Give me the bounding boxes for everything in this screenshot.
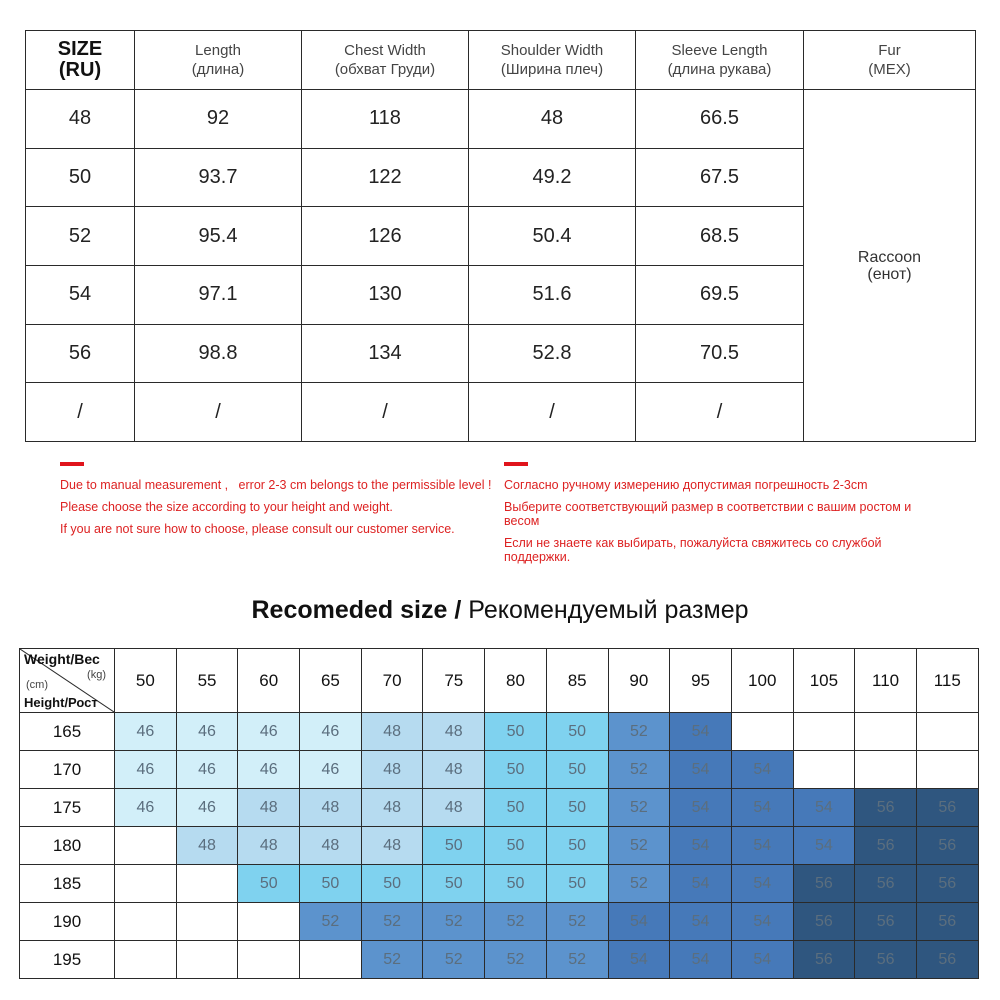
size-cell: 54 [731,827,793,865]
height-header: 190 [20,903,115,941]
size-cell: 54 [731,789,793,827]
note-text: Если не знаете как выбирать, пожалуйста свяжитесь со службой поддержки. [504,536,882,564]
size-cell: 50 [546,827,608,865]
size-cell: 52 [361,903,423,941]
recommended-size-title [0,596,1000,625]
header-sublabel: (MEX) [868,61,911,78]
size-cell [115,903,177,941]
size-cell: 52 [485,903,547,941]
column-header [469,31,636,90]
size-cell [793,713,855,751]
table-cell: / [302,383,469,442]
size-cell: 54 [670,827,732,865]
note-text: Выберите соответствующий размер в соответствии с вашим ростом и весом [504,500,912,528]
weight-header: 115 [916,649,978,713]
size-cell: 54 [731,751,793,789]
size-cell: 52 [546,903,608,941]
table-cell: 50.4 [469,207,636,266]
size-cell: 48 [361,827,423,865]
size-cell: 54 [793,789,855,827]
table-cell: 50 [26,148,135,207]
size-cell: 54 [731,903,793,941]
column-header [135,31,302,90]
weight-height-corner [20,649,115,713]
recommended-size-table [19,648,979,979]
height-header: 180 [20,827,115,865]
size-cell: 56 [916,865,978,903]
height-row [20,789,979,827]
size-cell: 50 [485,751,547,789]
weight-header: 70 [361,649,423,713]
header-label: Sleeve Length [671,42,768,59]
size-cell [115,827,177,865]
size-cell: 50 [546,751,608,789]
title-bold: Recomeded size / [251,596,462,624]
size-cell: 46 [115,789,177,827]
size-cell: 46 [238,713,300,751]
table-cell: 52 [26,207,135,266]
size-cell [916,751,978,789]
size-cell: 48 [361,713,423,751]
height-row [20,865,979,903]
size-cell [855,713,917,751]
size-cell: 48 [361,789,423,827]
size-cell: 56 [793,865,855,903]
weight-header: 50 [115,649,177,713]
weight-header: 60 [238,649,300,713]
size-cell: 46 [115,713,177,751]
column-header [636,31,804,90]
header-label: SIZE [57,38,103,60]
table-cell: 134 [302,324,469,383]
size-cell: 46 [300,751,362,789]
size-cell [176,865,238,903]
size-cell: 48 [238,789,300,827]
table-cell: 68.5 [636,207,804,266]
table-cell: 67.5 [636,148,804,207]
header-label: Chest Width [344,42,426,59]
note-text: If you are not sure how to choose, please consult our customer service. [60,522,455,536]
size-cell [731,713,793,751]
size-cell: 54 [731,941,793,979]
size-cell: 50 [485,865,547,903]
size-chart-table [25,30,976,442]
size-cell: 50 [546,713,608,751]
size-cell: 52 [300,903,362,941]
table-cell: / [26,383,135,442]
size-cell: 50 [485,713,547,751]
size-cell: 56 [916,903,978,941]
size-cell: 54 [731,865,793,903]
size-cell: 54 [670,751,732,789]
fur-label: Raccoon [857,248,922,266]
table-cell: 69.5 [636,265,804,324]
size-cell: 52 [423,941,485,979]
size-cell: 50 [300,865,362,903]
size-cell: 52 [485,941,547,979]
notes-russian [504,462,944,572]
weight-header: 55 [176,649,238,713]
size-cell: 46 [176,789,238,827]
header-label: Fur [878,42,901,59]
size-cell: 46 [238,751,300,789]
height-row [20,751,979,789]
weight-header: 90 [608,649,670,713]
table-cell: / [636,383,804,442]
table-cell: 118 [302,90,469,149]
red-accent-bar [60,462,84,466]
size-cell: 54 [608,941,670,979]
size-cell [115,865,177,903]
size-cell: 48 [423,713,485,751]
column-header [804,31,976,90]
size-cell: 50 [423,865,485,903]
size-cell: 52 [608,789,670,827]
header-sublabel: (длина рукава) [667,61,772,78]
height-row [20,941,979,979]
header-label: Shoulder Width [500,42,604,59]
size-cell: 56 [855,827,917,865]
corner-label-cm: (cm) [26,679,48,691]
table-cell: 51.6 [469,265,636,324]
weight-header: 95 [670,649,732,713]
size-cell: 46 [115,751,177,789]
size-cell: 48 [423,751,485,789]
size-cell: 52 [423,903,485,941]
size-cell: 48 [300,827,362,865]
table-cell: 122 [302,148,469,207]
fur-cell [804,90,976,442]
height-header: 175 [20,789,115,827]
table-cell: / [469,383,636,442]
size-cell: 50 [238,865,300,903]
note-text: Согласно ручному измерению допустимая погрешность 2-3cm [504,478,868,492]
weight-header: 65 [300,649,362,713]
header-label: Length [195,42,241,59]
size-cell: 54 [670,865,732,903]
size-cell: 56 [855,903,917,941]
table-cell: 126 [302,207,469,266]
height-row [20,713,979,751]
height-header: 170 [20,751,115,789]
size-chart-header-row [26,31,976,90]
header-sublabel: (обхват Груди) [334,61,436,78]
table-cell: 70.5 [636,324,804,383]
height-header: 195 [20,941,115,979]
size-cell: 48 [300,789,362,827]
size-cell: 50 [485,827,547,865]
note-text: Due to manual measurement , error 2-3 cm belongs to the permissible level ! [60,478,492,492]
column-header [302,31,469,90]
size-cell: 56 [793,903,855,941]
size-cell: 54 [793,827,855,865]
weight-header: 85 [546,649,608,713]
size-cell: 48 [423,789,485,827]
size-cell [115,941,177,979]
size-cell: 48 [238,827,300,865]
size-cell: 52 [608,827,670,865]
table-cell: 48 [26,90,135,149]
header-sublabel: (длина) [191,61,245,78]
corner-label-weight: Weight/Вес [24,651,100,667]
title-russian: Рекомендуемый размер [461,596,749,624]
size-cell: 56 [855,789,917,827]
table-cell: / [135,383,302,442]
table-cell: 54 [26,265,135,324]
size-cell: 54 [670,789,732,827]
table-cell: 52.8 [469,324,636,383]
table-cell: 97.1 [135,265,302,324]
weight-header: 105 [793,649,855,713]
table-cell: 66.5 [636,90,804,149]
size-cell [238,903,300,941]
table-cell: 56 [26,324,135,383]
size-cell: 56 [916,789,978,827]
table-cell: 92 [135,90,302,149]
size-cell [300,941,362,979]
size-cell: 56 [916,827,978,865]
header-sublabel: (RU) [58,59,102,81]
size-cell: 52 [608,713,670,751]
size-cell [176,903,238,941]
size-cell [793,751,855,789]
size-cell: 46 [176,713,238,751]
weight-header: 80 [485,649,547,713]
size-cell: 52 [361,941,423,979]
height-header: 165 [20,713,115,751]
size-cell [855,751,917,789]
table-cell: 98.8 [135,324,302,383]
table-cell: 49.2 [469,148,636,207]
notes-english [60,462,500,544]
red-accent-bar [504,462,528,466]
column-header [26,31,135,90]
size-cell: 56 [916,941,978,979]
size-cell: 56 [855,865,917,903]
size-cell: 50 [423,827,485,865]
size-cell: 54 [670,903,732,941]
table-cell: 130 [302,265,469,324]
fur-sublabel: (енот) [867,265,912,283]
size-cell: 50 [485,789,547,827]
height-row [20,903,979,941]
size-cell [238,941,300,979]
size-cell [916,713,978,751]
table-cell: 48 [469,90,636,149]
size-cell: 54 [670,941,732,979]
weight-header-row [20,649,979,713]
header-sublabel: (Ширина плеч) [500,61,604,78]
table-row [26,90,976,149]
note-text: Please choose the size according to your height and weight. [60,500,393,514]
size-cell: 50 [361,865,423,903]
height-row [20,827,979,865]
size-cell [176,941,238,979]
corner-label-height: Height/Рост [24,695,98,710]
size-cell: 56 [793,941,855,979]
corner-label-kg: (kg) [87,669,106,681]
weight-header: 75 [423,649,485,713]
table-cell: 95.4 [135,207,302,266]
size-cell: 50 [546,865,608,903]
weight-header: 110 [855,649,917,713]
size-cell: 48 [176,827,238,865]
size-cell: 54 [608,903,670,941]
size-cell: 54 [670,713,732,751]
size-cell: 48 [361,751,423,789]
size-cell: 52 [546,941,608,979]
size-cell: 46 [176,751,238,789]
size-cell: 52 [608,751,670,789]
weight-header: 100 [731,649,793,713]
size-cell: 46 [300,713,362,751]
height-header: 185 [20,865,115,903]
size-cell: 50 [546,789,608,827]
size-cell: 52 [608,865,670,903]
table-cell: 93.7 [135,148,302,207]
size-cell: 56 [855,941,917,979]
